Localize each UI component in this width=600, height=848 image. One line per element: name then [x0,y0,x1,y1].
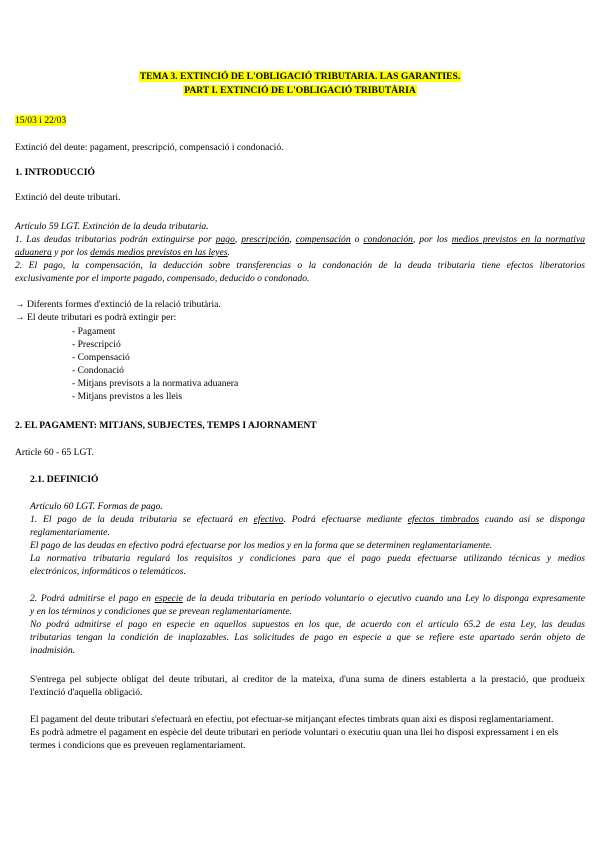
definition-p2-line1: El pagament del deute tributari s'efectuarà en efectiu, pot efectuar-se mitjançant efectes timbrats quan aixi es disposi reglamentariament. [30,714,554,725]
list-item: - Prescripció [72,339,121,350]
article59-p1-line2: aduanera y por los demás medios previstos en las leyes. [15,247,230,258]
article60-p2-line4: tributarias tengan la condición de inaplazables. Las solicitudes de pago en especie a que se refiere este apartado serán objeto de [30,632,585,643]
definition-p1-line2: l'extinció d'aquella obligació. [30,687,143,698]
document-title-line1: TEMA 3. EXTINCIÓ DE L'OBLIGACIÓ TRIBUTARIA. LAS GARANTIES. [139,71,461,82]
arrow-note-2: → El deute tributari es podrà extingir per: [15,312,177,323]
section2-articles: Article 60 - 65 LGT. [15,447,94,458]
article59-p2-line1: 2. El pago, la compensación, la deducción sobre transferencias o la condonación de la deuda tributaria tiene efectos liberatorios [15,260,585,271]
article60-p1-line5: electrónicos, informáticos o telemáticos. [30,566,186,577]
list-item: - Mitjans previstos a les lleis [72,391,183,402]
article60-p1-line3: El pago de las deudas en efectivo podrá efectuarse por los medios y en la forma que se determinen reglamentariamente. [30,540,493,551]
article59-title: Artículo 59 LGT. Extinción de la deuda tributaria. [15,221,209,232]
intro-line: Extinció del deute: pagament, prescripció, compensació i condonació. [15,142,284,153]
article60-p2-line1: 2. Podrá admitirse el pago en especie de la deuda tributaria en período voluntario o ejecutivo cuando una Ley lo disponga expresamente [30,593,586,604]
list-item: - Pagament [72,326,116,337]
article59-p1-line1: 1. Las deudas tributarias podrán extinguirse por pago, prescripción, compensación o condonación, por los medios previstos en la normativa [15,234,585,245]
document-title-line2: PART I. EXTINCIÓ DE L'OBLIGACIÓ TRIBUTÀRIA [184,85,416,96]
section1-subtitle: Extinció del deute tributari. [15,192,121,203]
definition-p2-line3: termes i condicions que es preveuen reglamentariament. [30,740,246,751]
article60-p2-line2: y en los términos y condiciones que se prevean reglamentariamente. [30,606,292,617]
list-item: - Compensació [72,352,130,363]
list-item: - Condonació [72,365,124,376]
article60-p1-line2: reglamentariamente. [30,527,110,538]
article60-p1-line1: 1. El pago de la deuda tributaria se efectuará en efectivo. Podrá efectuarse mediante efectos timbrados cuando así se disponga [30,514,585,525]
arrow-note-1: → Diferents formes d'extinció de la relació tributària. [15,299,221,310]
definition-p1-line1: S'entrega pel subjecte obligat del deute tributari, al creditor de la mateixa, d'una suma de diners establerta a la prestació, que produeix [30,674,585,685]
definition-p2-line2: Es podrà admetre el pagament en espècie del deute tributari en període voluntari o executiu quan una llei ho disposi expressament i en els [30,727,559,738]
article60-p1-line4: La normativa tributaria regulará los requisitos y condiciones para que el pago pueda efectuarse utilizando técnicas y medios [30,553,585,564]
section1-heading: 1. INTRODUCCIÓ [15,167,95,178]
list-item: - Mitjans previsots a la normativa aduanera [72,378,239,389]
article59-p2-line2: exclusivamente por el importe pagado, compensado, deducido o condonado. [15,273,310,284]
section2-heading: 2. EL PAGAMENT: MITJANS, SUBJECTES, TEMPS I AJORNAMENT [15,420,317,431]
article60-title: Artículo 60 LGT. Formas de pago. [30,501,163,512]
article60-p2-line3: No podrá admitirse el pago en especie en aquellos supuestos en los que, de acuerdo con el artículo 65.2 de esta Ley, las deudas [30,619,585,630]
section2-1-heading: 2.1. DEFINICIÓ [30,474,99,485]
date-label: 15/03 i 22/03 [15,115,67,126]
article60-p2-line5: inadmisión. [30,645,76,656]
